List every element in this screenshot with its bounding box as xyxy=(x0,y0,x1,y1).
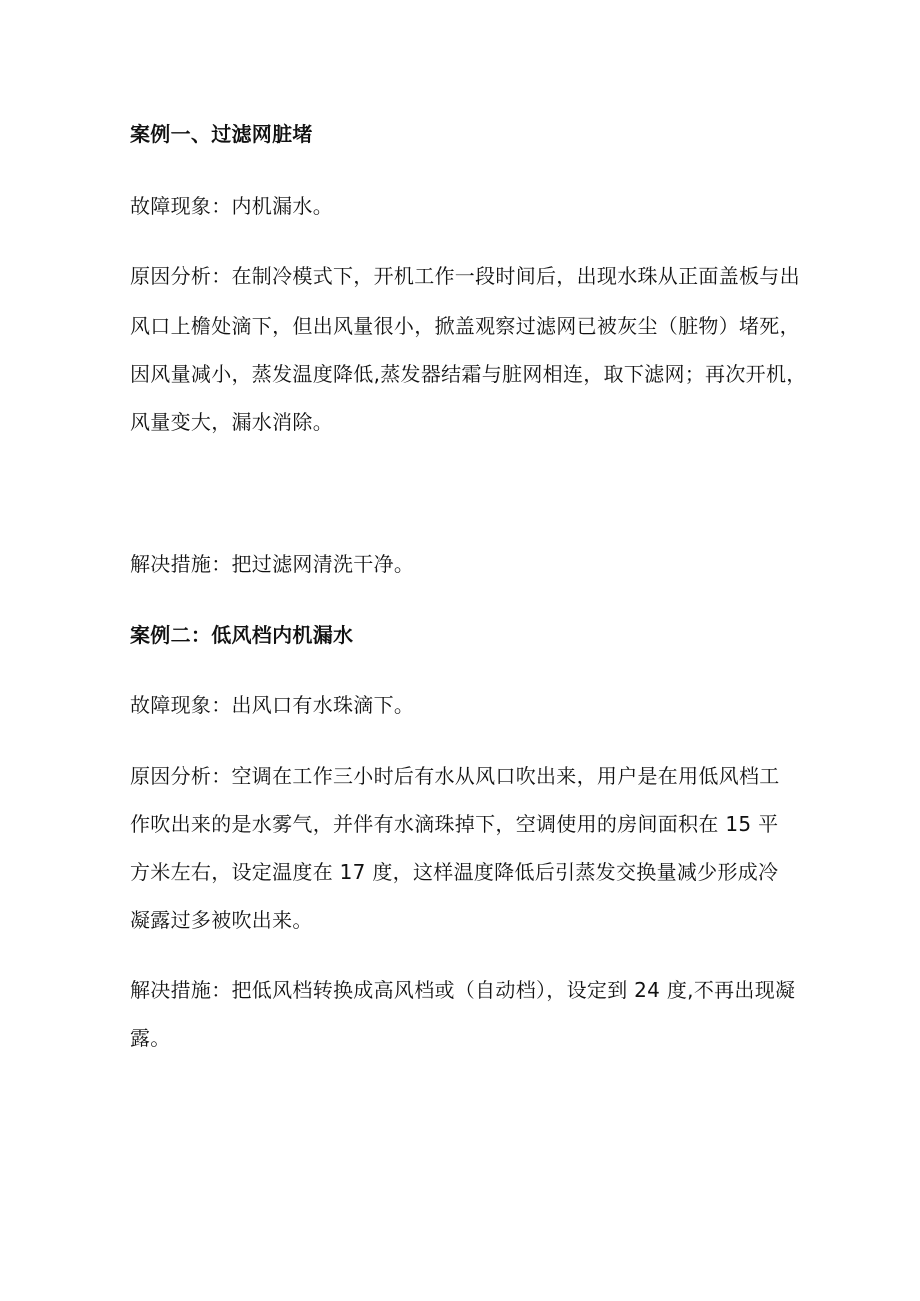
case2-title: 案例二：低风档内机漏水 xyxy=(130,623,354,647)
case1-symptom: 故障现象：内机漏水。 xyxy=(130,194,333,218)
case1-analysis-line-3: 因风量减小，蒸发温度降低,蒸发器结霜与脏网相连，取下滤网；再次开机， xyxy=(130,362,807,386)
case2-analysis-line-4: 凝露过多被吹出来。 xyxy=(130,908,313,932)
case2-analysis-line-2: 作吹出来的是水雾气，并伴有水滴珠掉下，空调使用的房间面积在 15 平 xyxy=(130,812,779,836)
case2-analysis-line-1: 原因分析：空调在工作三小时后有水从风口吹出来，用户是在用低风档工 xyxy=(130,764,780,788)
case1-title: 案例一、过滤网脏堵 xyxy=(130,122,313,146)
case1-solution: 解决措施：把过滤网清洗干净。 xyxy=(130,552,415,576)
case2-solution-line-2: 露。 xyxy=(130,1026,171,1050)
case2-symptom: 故障现象：出风口有水珠滴下。 xyxy=(130,693,415,717)
case2-analysis-line-3: 方米左右，设定温度在 17 度，这样温度降低后引蒸发交换量减少形成冷 xyxy=(130,860,779,884)
case1-analysis-line-2: 风口上檐处滴下，但出风量很小，掀盖观察过滤网已被灰尘（脏物）堵死， xyxy=(130,314,800,338)
case1-analysis-line-1: 原因分析：在制冷模式下，开机工作一段时间后，出现水珠从正面盖板与出 xyxy=(130,264,800,288)
case2-solution-line-1: 解决措施：把低风档转换成高风档或（自动档），设定到 24 度,不再出现凝 xyxy=(130,978,796,1002)
case1-analysis-line-4: 风量变大，漏水消除。 xyxy=(130,410,333,434)
